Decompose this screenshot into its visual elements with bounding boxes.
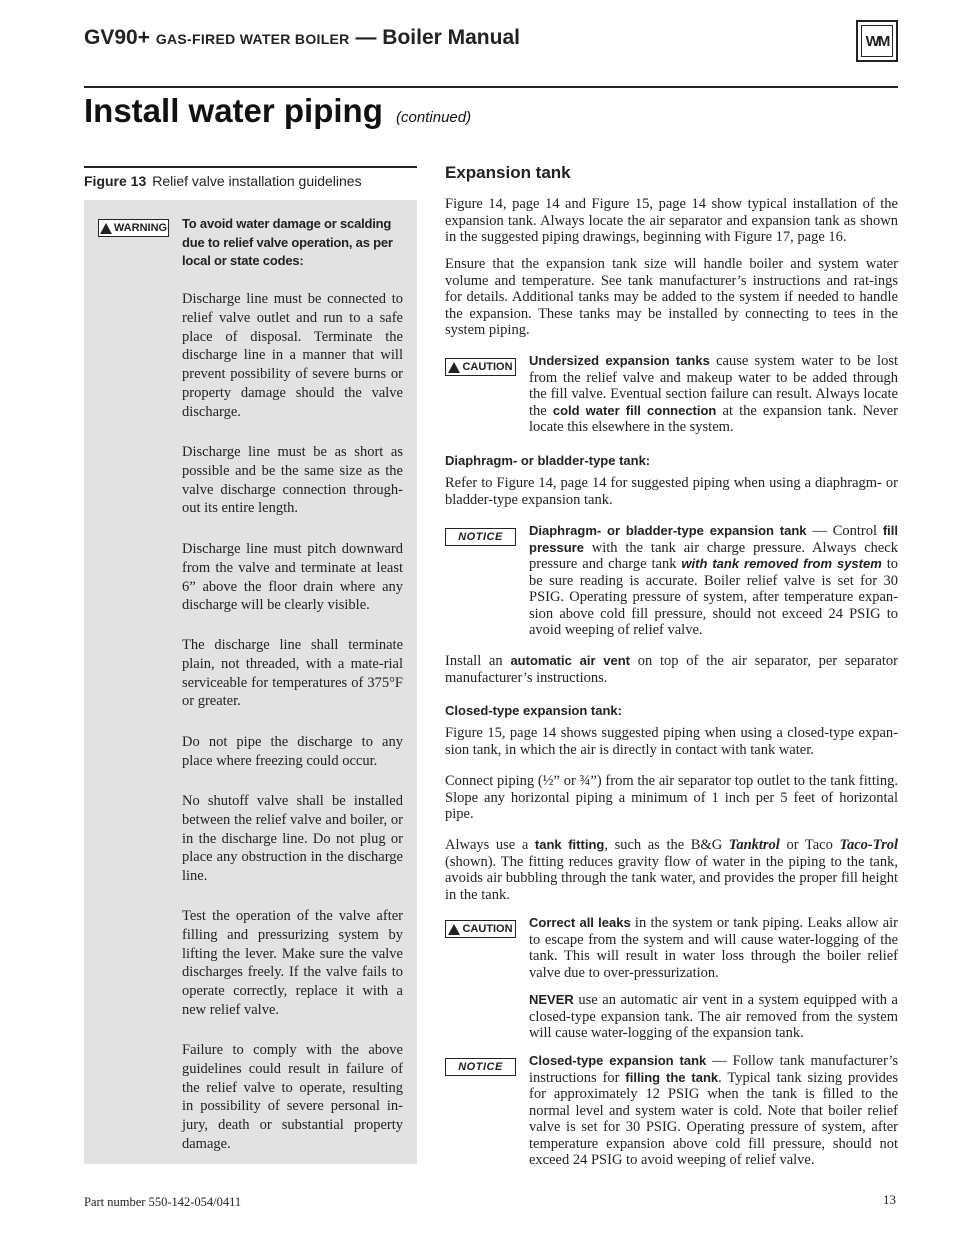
warning-box bbox=[84, 200, 417, 1164]
caution-bold: Correct all leaks bbox=[529, 915, 631, 930]
header-title bbox=[84, 26, 520, 50]
caution-text: in the system or tank piping. Leaks allow air to escape from the system and will cause water-logging of the tank. This will result in water loss through the boiler relief valve due to over-pressurization. bbox=[529, 915, 898, 981]
caution-bold: cold water fill connection bbox=[552, 402, 717, 418]
caution-bold: Undersized expansion tanks bbox=[529, 353, 710, 368]
notice-diaphragm-text bbox=[529, 523, 898, 639]
expansion-paragraph-2: Ensure that the expansion tank size will handle boiler and system water volume and temperature. See tank manufacturer’s instructions and rat-ings for details. Additional tanks may be added to the system if needed to handle the expansion. These tanks may be installed by connecting to tees in the system piping. bbox=[445, 256, 898, 338]
notice-badge: NOTICE bbox=[445, 528, 516, 546]
warning-paragraph: Discharge line must be as short as possible and be the same size as the valve discharge connection through-out its entire length. bbox=[182, 444, 403, 517]
closed-paragraph-2: Connect piping (½” or ¾”) from the air separator top outlet to the tank fitting. Slope any horizontal piping a minimum of 1 inch per 5 feet of horizontal pipe. bbox=[445, 773, 898, 822]
notice-bold: Closed-type expansion tank bbox=[529, 1053, 707, 1068]
caution-never-text bbox=[529, 992, 898, 1042]
caution-bold: NEVER bbox=[529, 992, 574, 1007]
caution-text: at the expansion tank. Never locate this elsewhere in the system. bbox=[529, 402, 898, 435]
caution-badge bbox=[445, 920, 516, 938]
caution-triangle-icon bbox=[448, 924, 460, 935]
page-header bbox=[84, 24, 898, 88]
warning-paragraph: Do not pipe the discharge to any place where freezing could occur. bbox=[182, 734, 403, 769]
warning-paragraph: Discharge line must pitch downward from the valve and terminate at least 6” above the floor drain where any discharge will be clearly visible. bbox=[182, 541, 403, 614]
notice-bold: Diaphragm- or bladder-type expansion tank bbox=[529, 523, 807, 538]
closed-bold: tank fitting bbox=[534, 837, 605, 852]
header-subtitle: GAS-FIRED WATER BOILER bbox=[155, 31, 350, 47]
page-title-text: Install water piping bbox=[84, 92, 383, 129]
closed-text: Always use a bbox=[445, 837, 535, 853]
brand-logo bbox=[856, 20, 898, 62]
page-title-note: (continued) bbox=[396, 109, 472, 126]
caution-text: cause system water to be lost from the relief valve and makeup water to be added through the fill valve. Eventual section failure can result. Always locate the bbox=[529, 353, 898, 419]
warning-paragraph: The discharge line shall terminate plain, not threaded, with a mate-rial serviceable for temperatures of 375°F or greater. bbox=[182, 637, 403, 710]
warning-triangle-icon bbox=[100, 223, 112, 234]
closed-italic: Taco-Trol bbox=[839, 837, 898, 853]
footer-page-number: 13 bbox=[883, 1192, 896, 1207]
notice-badge: NOTICE bbox=[445, 1058, 516, 1076]
caution-triangle-icon bbox=[448, 362, 460, 373]
closed-paragraph-3 bbox=[445, 837, 898, 903]
air-vent-text: on top of the air separator, per separator manufacturer’s instructions. bbox=[445, 653, 898, 686]
closed-paragraph-1: Figure 15, page 14 shows suggested piping when using a closed-type expan-sion tank, in which the air is directly in contact with tank water. bbox=[445, 725, 898, 758]
notice-bold: fill pressure bbox=[529, 523, 898, 555]
figure-caption-text: Relief valve installation guidelines bbox=[152, 173, 362, 189]
warning-paragraph: No shutoff valve shall be installed between the relief valve and boiler, or in the discharge line. Do not plug or place any obstruction in the discharge line. bbox=[182, 793, 403, 885]
figure-label: Figure 13 bbox=[84, 173, 147, 189]
notice-bold: filling the tank bbox=[625, 1069, 719, 1085]
caution-badge-label: CAUTION bbox=[462, 923, 513, 935]
air-vent-paragraph bbox=[445, 653, 898, 686]
notice-text: with the tank air charge pressure. Always check pressure and charge tank bbox=[529, 539, 898, 572]
closed-text: or Taco bbox=[779, 837, 840, 853]
closed-text: , such as the B&G bbox=[604, 837, 729, 853]
section-heading-expansion-tank: Expansion tank bbox=[445, 163, 571, 182]
notice-closed-text bbox=[529, 1053, 898, 1169]
notice-text: — Control bbox=[806, 523, 883, 539]
page-title bbox=[84, 92, 471, 130]
warning-paragraph: Failure to comply with the above guidelines could result in failure of the relief valve to operate, resulting in possibility of severe personal in-jury, death or substantial property damage. bbox=[182, 1042, 403, 1152]
air-vent-bold: automatic air vent bbox=[510, 653, 630, 668]
diaphragm-paragraph: Refer to Figure 14, page 14 for suggested piping when using a diaphragm- or bladder-type expansion tank. bbox=[445, 475, 898, 508]
subheading-closed-type: Closed-type expansion tank: bbox=[445, 703, 622, 718]
expansion-paragraph-1: Figure 14, page 14 and Figure 15, page 14 show typical installation of the expansion tank. Always locate the air separator and expansion tank as shown in the suggested piping drawings, beginning with Figure 17, page 16. bbox=[445, 196, 898, 245]
warning-heading: To avoid water damage or scalding due to relief valve operation, as per local or state codes: bbox=[182, 216, 393, 268]
caution-undersized-text bbox=[529, 353, 898, 436]
closed-text: (shown). The fitting reduces gravity flow of water in the piping to the tank, avoids air bubbling through the tank water, and provides the proper fill height in the tank. bbox=[445, 853, 898, 903]
warning-badge-label: WARNING bbox=[113, 222, 168, 234]
warning-badge bbox=[98, 219, 169, 237]
caution-badge bbox=[445, 358, 516, 376]
header-manual: — Boiler Manual bbox=[355, 26, 520, 49]
caution-badge-label: CAUTION bbox=[462, 361, 513, 373]
notice-text: to be sure reading is accurate. Boiler relief valve is set for 30 PSIG. Operating pressure of system, after temperature expan-sion above cold fill pressure, should not exceed 24 PSIG to avoid weeping of relief valve. bbox=[529, 556, 899, 638]
caution-leaks-text bbox=[529, 915, 898, 981]
notice-text: — Follow tank manufacturer’s instructions for bbox=[529, 1053, 898, 1086]
closed-italic: Tanktrol bbox=[728, 837, 780, 853]
warning-paragraph: Discharge line must be connected to relief valve outlet and run to a safe place of disposal. Terminate the discharge line in a manner that will prevent possibility of severe burns or property damage should the valve discharge. bbox=[182, 291, 403, 420]
air-vent-text: Install an bbox=[445, 653, 511, 669]
notice-text: . Typical tank sizing provides for approximately 12 PSIG when the tank is filled to the normal level and system water is cold. Note that boiler relief valve is set for 30 PSIG. Operating pressure of system, after temperature expansion above cold fill pressure, should not exceed 24 PSIG to avoid weeping of relief valve. bbox=[529, 1069, 898, 1168]
warning-paragraph: Test the operation of the valve after filling and pressurizing system by lifting the lever. Make sure the valve discharges freely. If the valve fails to operate correctly, replace it with a new relief valve. bbox=[182, 908, 403, 1018]
figure-caption bbox=[84, 166, 417, 189]
notice-bold-italic: with tank removed from system bbox=[681, 556, 882, 571]
header-model: GV90+ bbox=[84, 26, 150, 49]
subheading-diaphragm: Diaphragm- or bladder-type tank: bbox=[445, 453, 651, 468]
caution-text: use an automatic air vent in a system equipped with a closed-type expansion tank. The air removed from the system will cause water-logging of the expansion tank. bbox=[529, 992, 898, 1041]
footer-part-number: Part number 550-142-054/0411 bbox=[84, 1195, 242, 1209]
logo-text: WM bbox=[861, 25, 893, 57]
